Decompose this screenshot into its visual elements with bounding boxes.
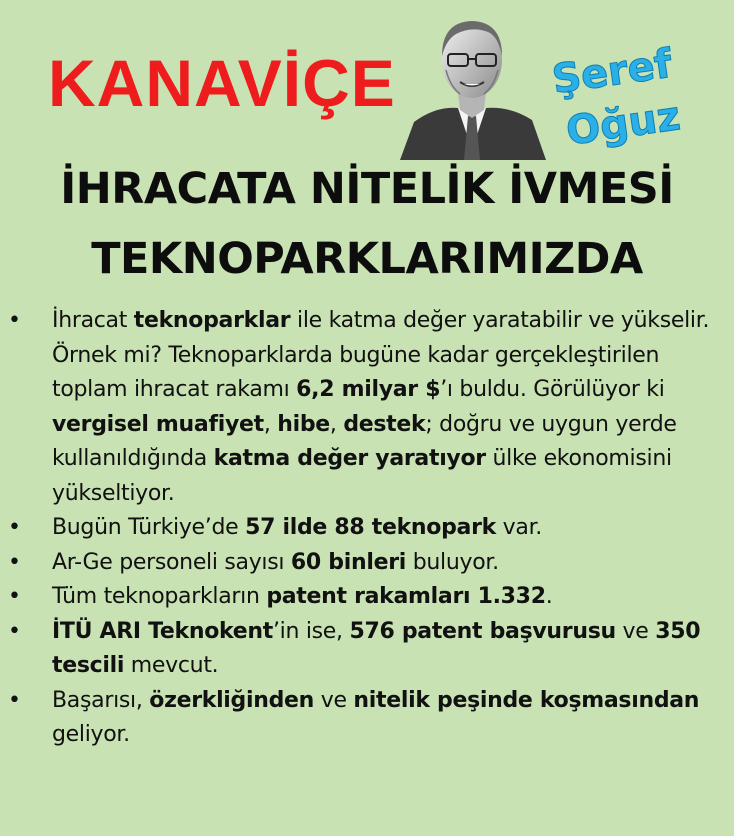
bullet-text-bold: katma değer yaratıyor bbox=[213, 446, 486, 471]
bullet-text: mevcut. bbox=[124, 653, 219, 678]
bullet-text-bold: İTÜ ARI Teknokent bbox=[52, 618, 273, 644]
bullet-item bbox=[0, 684, 734, 753]
bullet-text-bold: teknoparklar bbox=[133, 308, 291, 333]
bullet-text: ve bbox=[615, 618, 656, 644]
bullet-text: . bbox=[545, 584, 553, 609]
bullet-text: var. bbox=[495, 515, 542, 540]
bullet-text: , bbox=[263, 411, 278, 437]
bullet-text: ; doğru ve uygun yerde kullanıldığında bbox=[52, 411, 677, 471]
bullet-text-bold: destek bbox=[343, 411, 426, 437]
bullet-text-bold: 576 patent başvurusu bbox=[349, 618, 616, 644]
bullet-item bbox=[0, 580, 734, 615]
bullet-text: Ar-Ge personeli sayısı bbox=[52, 549, 291, 575]
bullet-text-bold: özerkliğinden bbox=[149, 687, 315, 713]
bullet-text-bold: 57 ilde 88 teknopark bbox=[245, 515, 496, 540]
columnist-portrait bbox=[396, 10, 548, 160]
bullet-text: İhracat bbox=[52, 308, 134, 333]
bullet-item bbox=[0, 615, 734, 684]
bullet-dot-icon: • bbox=[8, 618, 21, 644]
bullet-text-bold: 350 tescili bbox=[52, 618, 701, 678]
bullet-text-bold: nitelik peşinde koşmasından bbox=[353, 687, 700, 713]
bullet-text: ’ı buldu. Görülüyor ki bbox=[440, 377, 665, 402]
brand-title: KANAVİÇE bbox=[48, 46, 396, 120]
bullet-text: Bugün Türkiye’de bbox=[52, 515, 246, 540]
bullet-text-bold: patent rakamları 1.332 bbox=[266, 584, 546, 609]
bullet-text: geliyor. bbox=[52, 722, 130, 747]
bullet-text: buluyor. bbox=[406, 549, 499, 575]
bullet-list bbox=[0, 304, 734, 753]
bullet-text-bold: 6,2 milyar $ bbox=[296, 377, 441, 402]
bullet-dot-icon: • bbox=[8, 308, 21, 333]
bullet-text: Tüm teknoparkların bbox=[52, 584, 267, 609]
bullet-item bbox=[0, 546, 734, 581]
headline-line-2: TEKNOPARKLARIMIZDA bbox=[91, 234, 643, 284]
bullet-dot-icon: • bbox=[8, 687, 21, 713]
bullet-text-bold: vergisel muafiyet bbox=[52, 411, 264, 437]
bullet-dot-icon: • bbox=[8, 584, 21, 609]
bullet-dot-icon: • bbox=[8, 549, 21, 575]
headline-line-1: İHRACATA NİTELİK İVMESİ bbox=[60, 164, 674, 214]
bullet-item bbox=[0, 304, 734, 511]
author-last-name: Oğuz bbox=[563, 93, 684, 155]
bullet-text: Başarısı, bbox=[52, 687, 150, 713]
bullet-text: , bbox=[329, 411, 344, 437]
bullet-text-bold: 60 binleri bbox=[290, 549, 407, 575]
bullet-item bbox=[0, 511, 734, 546]
author-first-name: Şeref bbox=[549, 40, 675, 104]
bullet-dot-icon: • bbox=[8, 515, 21, 540]
bullet-text: ve bbox=[314, 687, 354, 713]
bullet-text: ile katma değer yaratabilir ve yükselir. Örnek mi? Teknoparklarda bugüne kadar gerçekleştirilen toplam ihracat rakamı bbox=[52, 308, 710, 402]
bullet-text: ’in ise, bbox=[272, 618, 350, 644]
bullet-text: ülke ekonomisini yükseltiyor. bbox=[52, 446, 672, 506]
bullet-text-bold: hibe bbox=[277, 411, 330, 437]
